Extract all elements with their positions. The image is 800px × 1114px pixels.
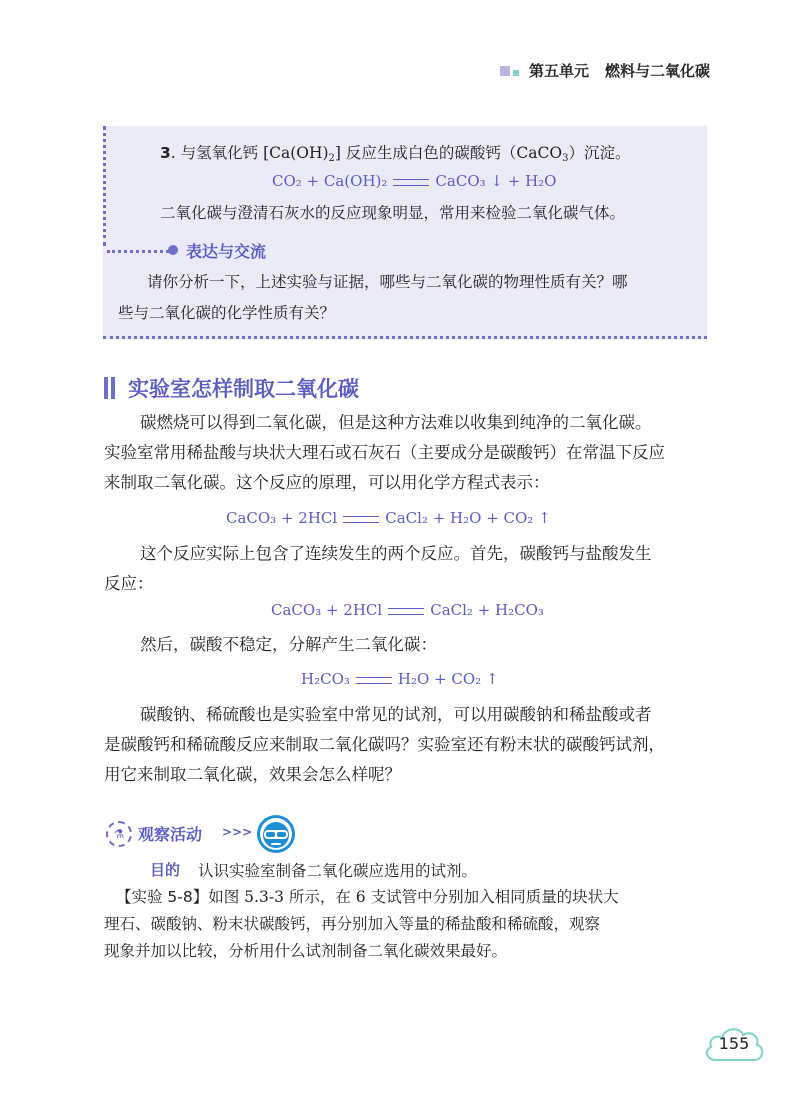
section-bar-icon-2	[111, 377, 115, 399]
express-line-2: 些与二氧化碳的化学性质有关？	[118, 304, 336, 322]
paragraph-2: 这个反应实际上包含了连续发生的两个反应。首先，碳酸钙与盐酸发生 反应：	[104, 544, 652, 593]
header-title: 燃料与二氧化碳	[604, 62, 710, 80]
paragraph-4: 碳酸钠、稀硫酸也是实验室中常见的试剂，可以用碳酸钠和稀盐酸或者 是碳酸钙和稀硫酸反应来制取二氧化碳吗？实验室还有粉末状的碳酸钙试剂， 用它来制取二氧化碳，效果会怎么样呢？	[104, 705, 665, 784]
equals-sign	[393, 179, 429, 186]
safety-goggles-icon	[256, 814, 296, 854]
page-header	[500, 60, 710, 81]
formula-decomposition: H₂CO₃ H₂O + CO₂ ↑	[301, 670, 499, 688]
experiment-label: 【实验 5-8】	[116, 888, 209, 906]
goal-text: 认识实验室制备二氧化碳应选用的试剂。	[198, 862, 478, 880]
formula-first-step: CaCO₃ + 2HCl CaCl₂ + H₂CO₃	[271, 601, 544, 619]
express-dotted-line	[107, 250, 169, 253]
paragraph-1: 碳燃烧可以得到二氧化碳，但是这种方法难以收集到纯净的二氧化碳。 实验室常用稀盐酸与块状大理石或石灰石（主要成分是碳酸钙）在常温下反应 来制取二氧化碳。这个反应的原理，可以用化学方程式表示：	[104, 413, 665, 492]
section-title: 实验室怎样制取二氧化碳	[128, 377, 359, 401]
express-bullet-icon	[168, 245, 178, 255]
box-dotted-border	[103, 126, 106, 246]
paragraph-3: 然后，碳酸不稳定，分解产生二氧化碳：	[140, 635, 437, 654]
activity-title: 观察活动	[138, 825, 203, 844]
page-number: 155	[718, 1034, 750, 1053]
express-line-1: 请你分析一下，上述实验与证据，哪些与二氧化碳的物理性质有关？哪	[147, 273, 628, 291]
formula-limewater: CO₂ + Ca(OH)₂ CaCO₃ ↓ + H₂O	[272, 172, 557, 190]
box-item-3: 3. 与氢氧化钙 $[Ca(OH)_2]$ 反应生成白色的碳酸钙（CaCO$_3$）沉淀。	[160, 144, 631, 164]
box-note: 二氧化碳与澄清石灰水的反应现象明显，常用来检验二氧化碳气体。	[160, 204, 626, 222]
experiment-5-8: 【实验 5-8】如图 5.3-3 所示，在 6 支试管中分别加入相同质量的块状大 理石、碳酸钠、粉末状碳酸钙，再分别加入等量的稀盐酸和稀硫酸，观察 现象并加以比较，分析用什么试剂制备二氧化碳效果最好。	[104, 888, 619, 960]
activity-arrows: >>>	[222, 825, 253, 839]
formula-main-reaction: CaCO₃ + 2HCl CaCl₂ + H₂O + CO₂ ↑	[226, 509, 551, 527]
flask-icon: ⚗	[106, 821, 132, 847]
header-squares-icon	[500, 66, 519, 76]
express-title: 表达与交流	[186, 242, 267, 261]
goal-label: 目的	[150, 861, 181, 879]
header-unit: 第五单元	[528, 62, 589, 80]
section-bar-icon	[104, 377, 108, 399]
